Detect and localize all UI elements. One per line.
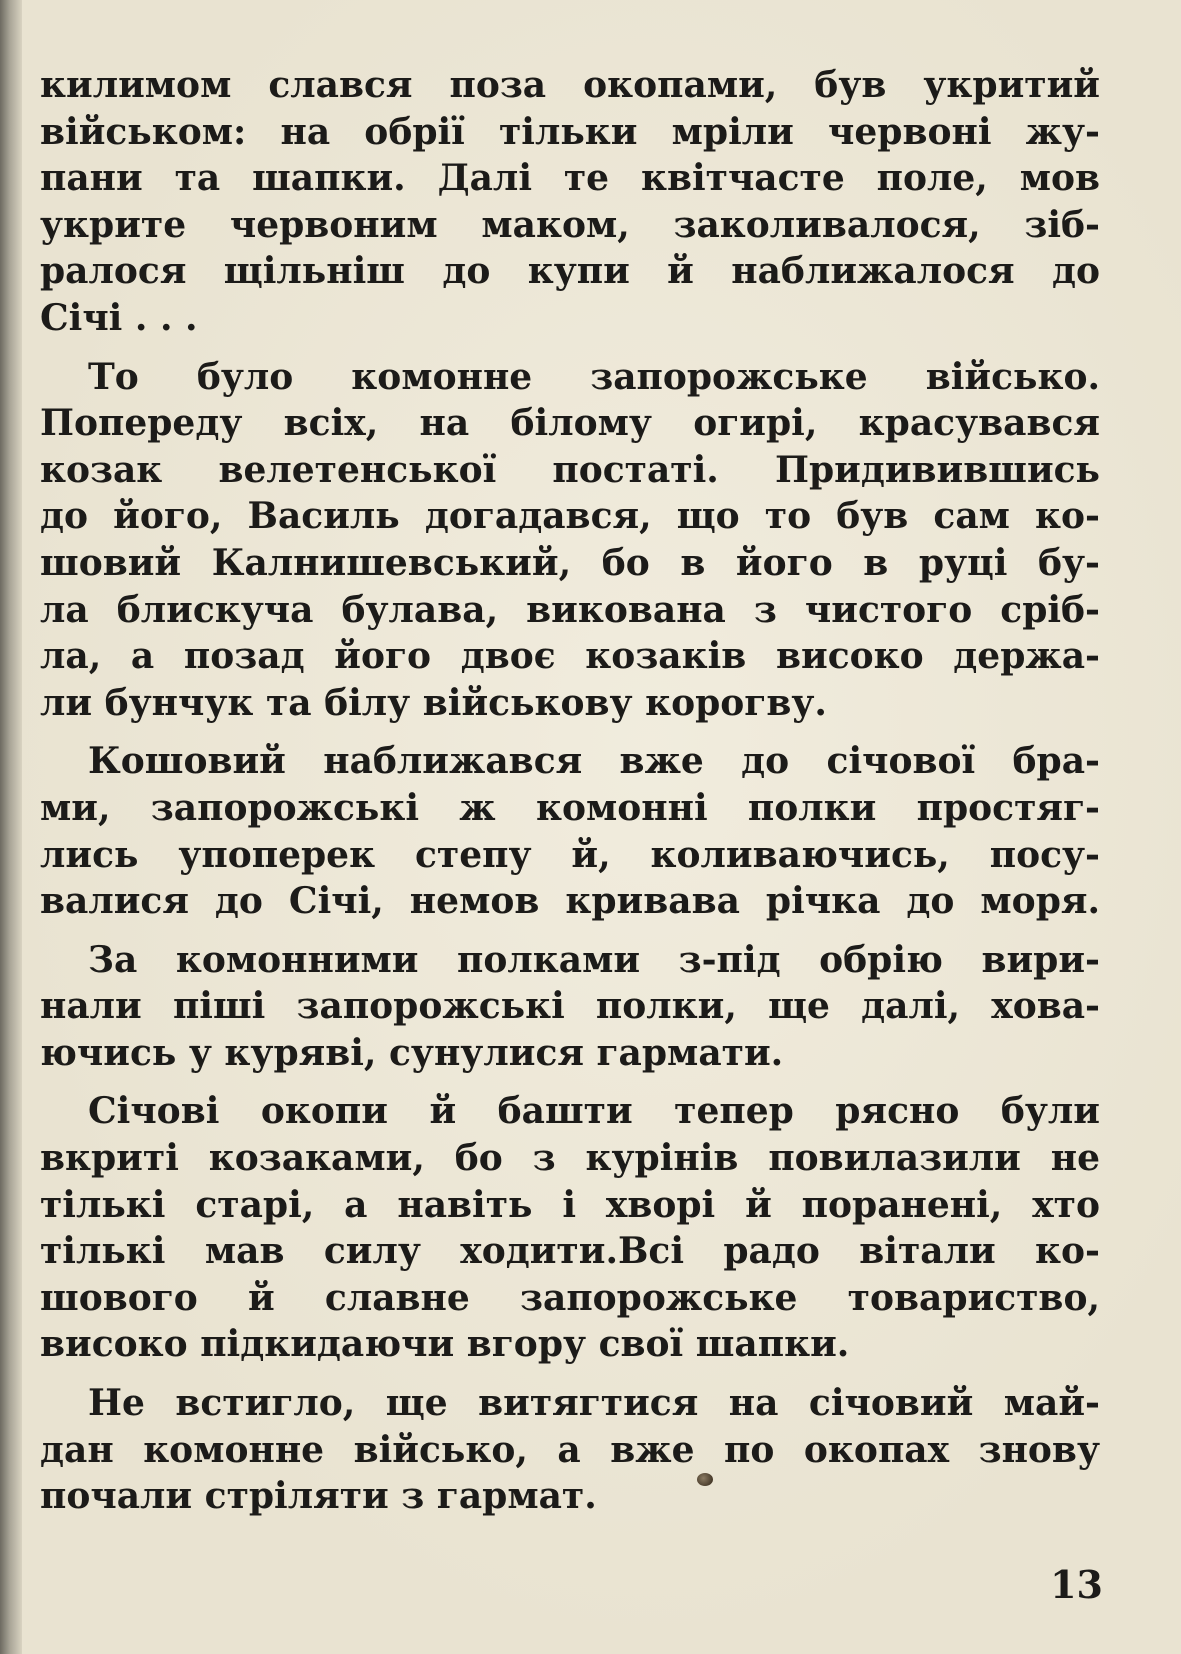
text-line: То було комонне запорожське військо. xyxy=(88,355,1100,398)
paragraph-1 xyxy=(40,62,1100,342)
paragraph-2 xyxy=(40,354,1100,727)
text-line: ла блискуча булава, викована з чистого сріб- xyxy=(40,588,1100,631)
paragraph-5 xyxy=(40,1088,1100,1368)
text-line: пани та шапки. Далі те квітчасте поле, мов xyxy=(40,157,1100,200)
body-text xyxy=(40,62,1100,1532)
text-line: ми, запорожські ж комонні полки простяг- xyxy=(40,786,1100,829)
ink-blot-mark xyxy=(697,1473,713,1486)
text-line: дан комонне військо, а вже по окопах знову xyxy=(40,1428,1100,1471)
text-line: вкриті козаками, бо з курінів повилазили не xyxy=(40,1137,1100,1180)
text-line: ючись у куряві, сунулися гармати. xyxy=(40,1031,784,1074)
text-line: ли бунчук та білу військову корогву. xyxy=(40,681,827,724)
text-line: Січі . . . xyxy=(40,296,198,339)
text-line: почали стріляти з гармат. xyxy=(40,1475,597,1518)
text-line: шовий Калнишевський, бо в його в руці бу- xyxy=(40,541,1100,584)
text-line: Січові окопи й башти тепер рясно були xyxy=(88,1090,1100,1133)
text-line: валися до Січі, немов кривава річка до моря. xyxy=(40,880,1100,923)
text-line: Кошовий наближався вже до січової бра- xyxy=(88,740,1100,783)
paragraph-6 xyxy=(40,1380,1100,1520)
text-line: лись упоперек степу й, коливаючись, посу- xyxy=(40,833,1100,876)
text-line: килимом слався поза окопами, був укритий xyxy=(40,64,1100,106)
text-line: нали піші запорожські полки, ще далі, хова- xyxy=(40,985,1100,1028)
text-line: Попереду всіх, на білому огирі, красувався xyxy=(40,402,1100,445)
text-line: високо підкидаючи вгору свої шапки. xyxy=(40,1323,850,1366)
text-line: військом: на обрії тільки мріли червоні жу- xyxy=(40,110,1100,153)
text-line: За комонними полками з-під обрію вири- xyxy=(88,938,1100,981)
text-line: тількі старі, а навіть і хворі й поранені, хто xyxy=(40,1183,1100,1226)
page-number: 13 xyxy=(1050,1562,1103,1607)
text-line: шового й славне запорожське товариство, xyxy=(40,1276,1100,1319)
text-line: укрите червоним маком, заколивалося, зіб- xyxy=(40,203,1100,246)
book-spine-shadow xyxy=(0,0,22,1654)
text-line: тількі мав силу ходити.Всі радо вітали ко- xyxy=(40,1230,1100,1273)
text-line: козак велетенської постаті. Придивившись xyxy=(40,448,1100,491)
paragraph-4 xyxy=(40,937,1100,1077)
text-line: до його, Василь догадався, що то був сам ко- xyxy=(40,495,1100,538)
paragraph-3 xyxy=(40,738,1100,924)
text-line: Не встигло, ще витягтися на січовий май- xyxy=(88,1382,1100,1425)
text-line: ралося щільніш до купи й наближалося до xyxy=(40,250,1100,293)
text-line: ла, а позад його двоє козаків високо держа- xyxy=(40,635,1100,678)
